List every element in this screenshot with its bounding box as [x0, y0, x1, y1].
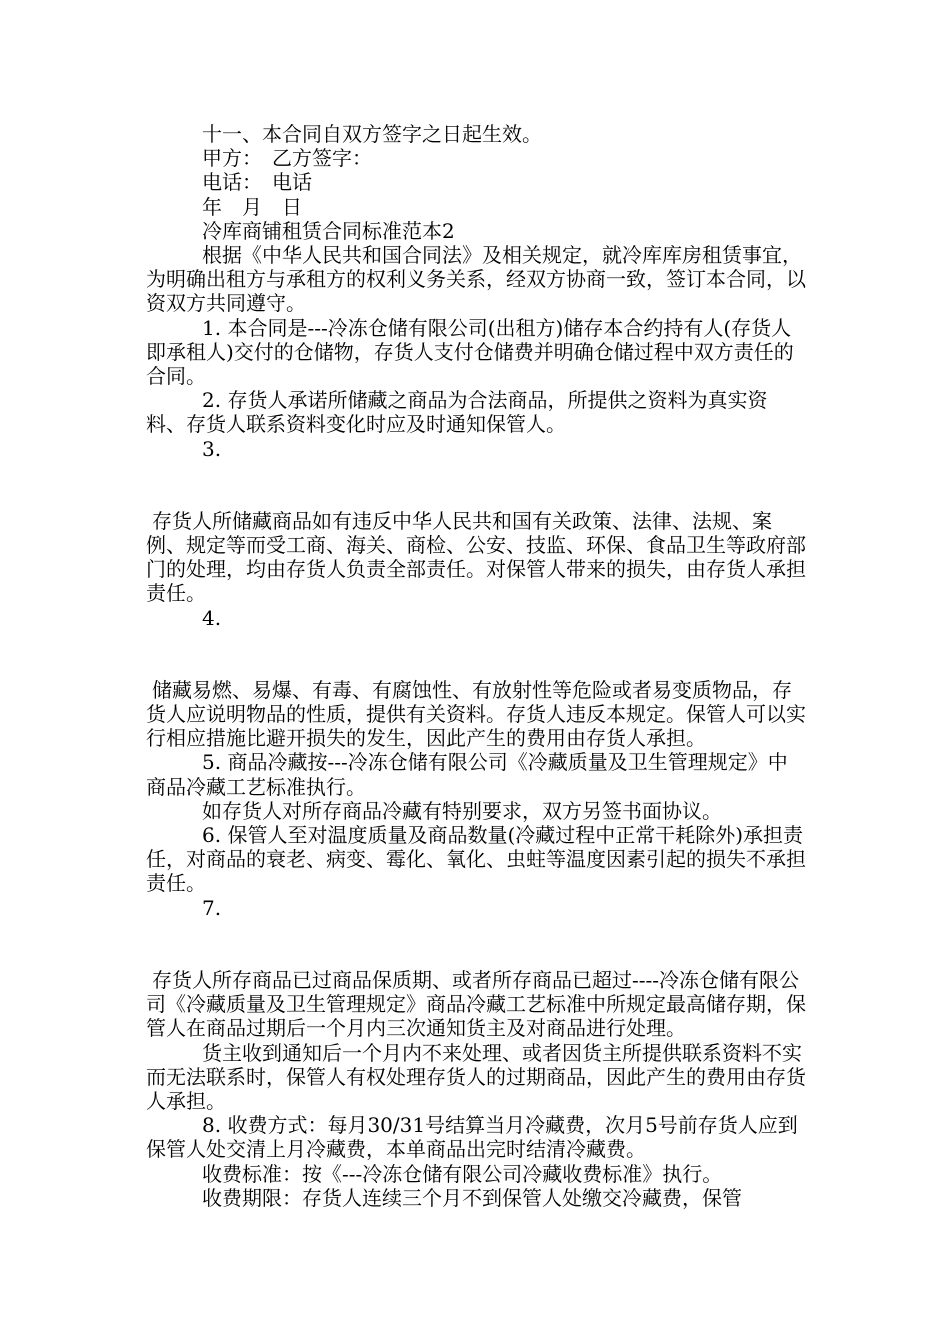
- clause-7-body: 存货人所存商品已过商品保质期、或者所存商品已超过----冷冻仓储有限公司《冷藏质量及卫生管理规定》商品冷藏工艺标准中所规定最高储存期，保管人在商品过期后一个月内三次通知货主及对商品进行处理。: [146, 967, 806, 1041]
- clause-8: 8. 收费方式：每月30/31号结算当月冷藏费，次月5号前存货人应到保管人处交清上月冷藏费，本单商品出完时结清冷藏费。: [146, 1113, 798, 1162]
- clause-4-body: 储藏易燃、易爆、有毒、有腐蚀性、有放射性等危险或者易变质物品，存货人应说明物品的性质，提供有关资料。存货人违反本规定。保管人可以实行相应措施比避开损失的发生，因此产生的费用由存货人承担。: [146, 677, 806, 751]
- clause-5-note: 如存货人对所存商品冷藏有特别要求，双方另签书面协议。: [202, 798, 722, 823]
- preamble-paragraph: 根据《中华人民共和国合同法》及相关规定，就冷库库房租赁事宜，为明确出租方与承租方的权利义务关系，经双方协商一致，签订本合同，以资双方共同遵守。: [146, 243, 806, 316]
- fee-standard-line: 收费标准：按《---冷冻仓储有限公司冷藏收费标准》执行。: [202, 1161, 723, 1186]
- fee-period-line: 收费期限：存货人连续三个月不到保管人处缴交冷藏费，保管: [202, 1185, 742, 1210]
- clause-3-body: 存货人所储藏商品如有违反中华人民共和国有关政策、法律、法规、案例、规定等而受工商、海关、商检、公安、技监、环保、食品卫生等政府部门的处理，均由存货人负责全部责任。对保管人带来的损失，由存货人承担责任。: [146, 508, 806, 606]
- clause-5: 5. 商品冷藏按---冷冻仓储有限公司《冷藏质量及卫生管理规定》中商品冷藏工艺标准执行。: [146, 750, 788, 799]
- clause-effective-line: 十一、本合同自双方签字之日起生效。: [202, 122, 542, 146]
- date-line: 年 月 日: [202, 194, 302, 219]
- blank-gap: [146, 920, 806, 968]
- clause-1: 1. 本合同是---冷冻仓储有限公司(出租方)储存本合约持有人(存货人即承租人)交付的仓储物，存货人支付仓储费并明确仓储过程中双方责任的合同。: [146, 315, 794, 389]
- phone-line: 电话： 电话: [202, 170, 312, 195]
- blank-gap: [146, 461, 806, 509]
- blank-gap: [146, 630, 806, 678]
- clause-4-number: 4.: [202, 605, 222, 630]
- signature-line: 甲方： 乙方签字：: [202, 146, 372, 171]
- section-title: 冷库商铺租赁合同标准范本2: [202, 218, 455, 243]
- clause-7-number: 7.: [202, 895, 222, 920]
- contract-text: [146, 122, 806, 1210]
- clause-6: 6. 保管人至对温度质量及商品数量(冷藏过程中正常干耗除外)承担责任，对商品的衰老、病变、霉化、氧化、虫蛀等温度因素引起的损失不承担责任。: [146, 823, 806, 896]
- clause-7-note: 货主收到通知后一个月内不来处理、或者因货主所提供联系资料不实而无法联系时，保管人有权处理存货人的过期商品，因此产生的费用由存货人承担。: [146, 1040, 806, 1113]
- clause-2: 2. 存货人承诺所储藏之商品为合法商品，所提供之资料为真实资料、存货人联系资料变化时应及时通知保管人。: [146, 388, 768, 437]
- clause-3-number: 3.: [202, 436, 222, 461]
